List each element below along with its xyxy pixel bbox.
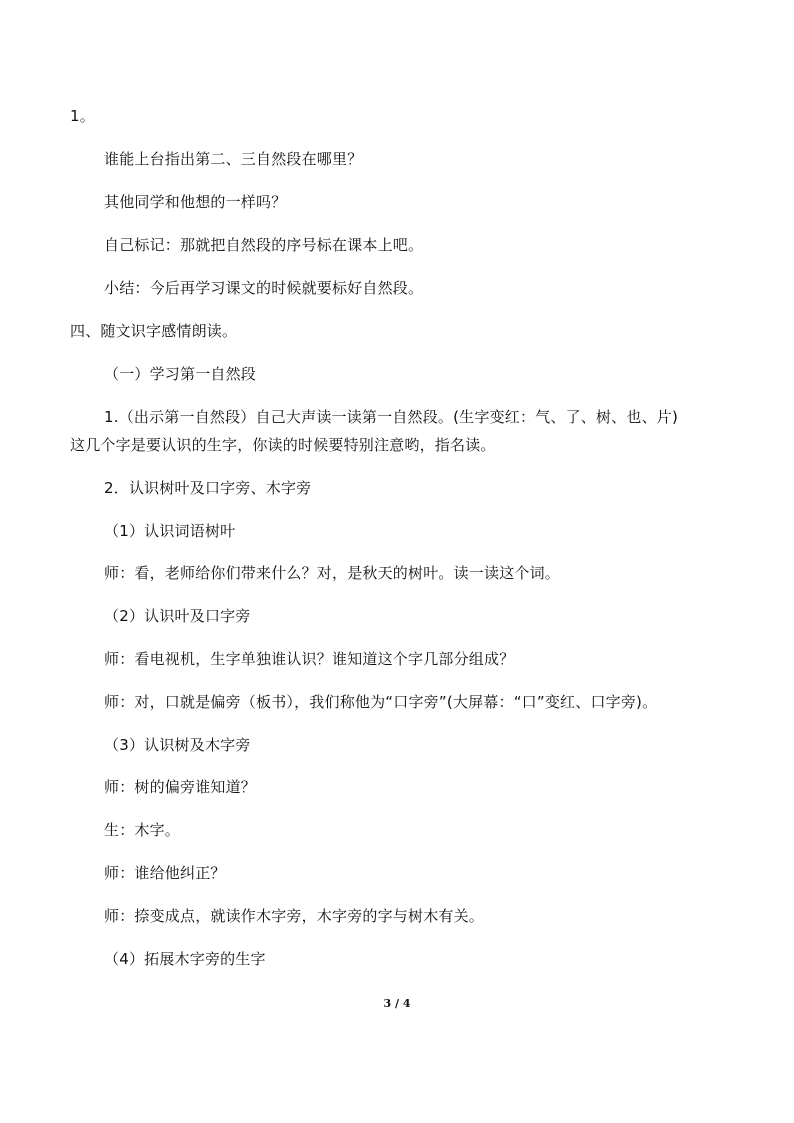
text-line: （2）认识叶及口字旁 — [104, 607, 251, 625]
text-line: 其他同学和他想的一样吗？ — [104, 193, 287, 211]
text-line: 小结：今后再学习课文的时候就要标好自然段。 — [104, 279, 424, 297]
page-number: 3 / 4 — [383, 997, 411, 1010]
text-line: 师：谁给他纠正？ — [104, 864, 226, 882]
text-line: 师：捺变成点，就读作木字旁，木字旁的字与树木有关。 — [104, 907, 485, 925]
text-line: 自己标记：那就把自然段的序号标在课本上吧。 — [104, 236, 424, 254]
text-line: （4）拓展木字旁的生字 — [104, 950, 266, 968]
text-line: 师：看电视机，生字单独谁认识？谁知道这个字几部分组成？ — [104, 650, 515, 668]
text-line: 师：树的偏旁谁知道？ — [104, 778, 257, 796]
subsection-heading: （一）学习第一自然段 — [104, 365, 257, 383]
section-heading: 四、随文识字感情朗读。 — [70, 322, 238, 340]
text-line: 1。 — [70, 107, 95, 125]
text-line: 师：看，老师给你们带来什么？对，是秋天的树叶。读一读这个词。 — [104, 564, 561, 582]
text-line: 2．认识树叶及口字旁、木字旁 — [104, 479, 312, 497]
text-line: 1.（出示第一自然段）自己大声读一读第一自然段。(生字变红：气、了、树、也、片) — [104, 408, 679, 426]
text-line: （1）认识词语树叶 — [104, 522, 236, 540]
text-line: 谁能上台指出第二、三自然段在哪里？ — [104, 150, 363, 168]
text-line: （3）认识树及木字旁 — [104, 736, 251, 754]
text-line: 这几个字是要认识的生字，你读的时候要特别注意哟，指名读。 — [70, 436, 496, 454]
text-line: 师：对，口就是偏旁（板书），我们称他为“口字旁”(大屏幕：“口”变红、口字旁)。 — [104, 693, 658, 711]
text-line: 生：木字。 — [104, 821, 181, 839]
